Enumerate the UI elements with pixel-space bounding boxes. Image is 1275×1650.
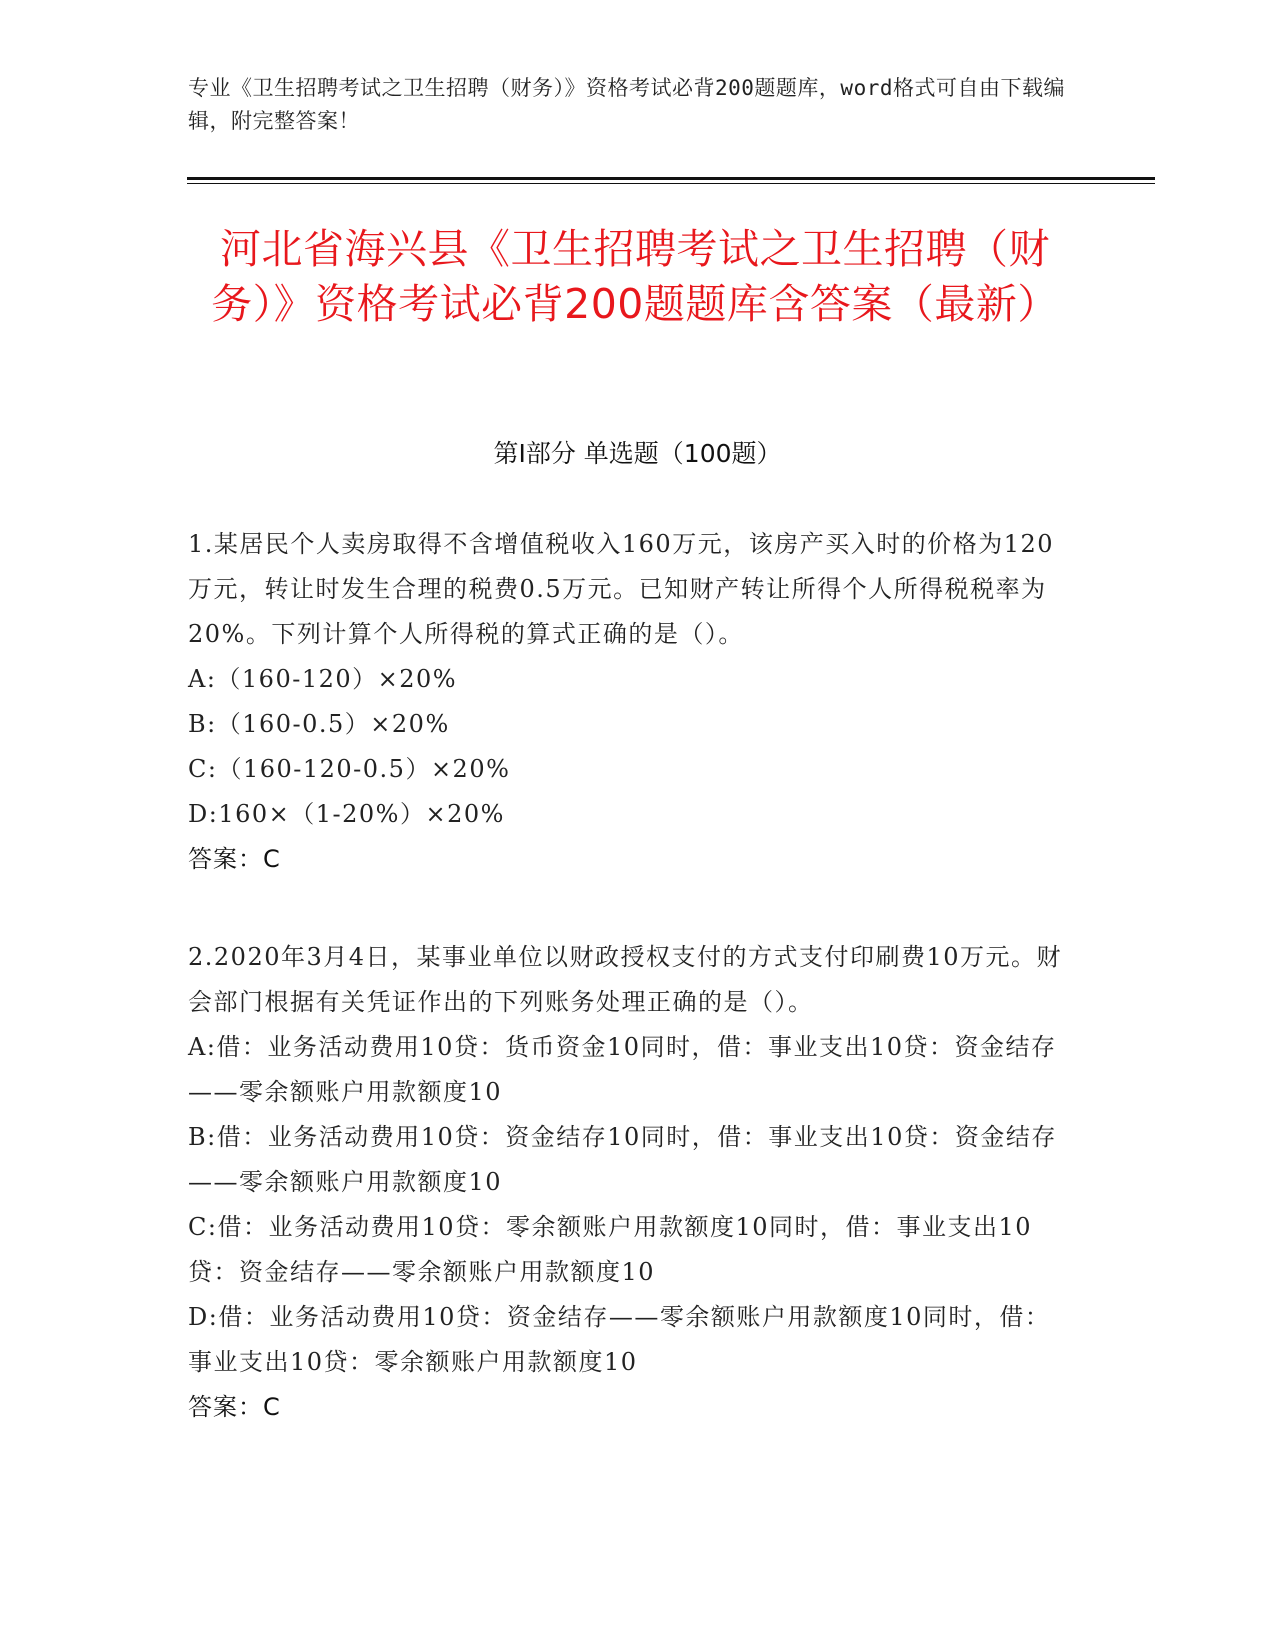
option-d: D:借：业务活动费用10贷：资金结存——零余额账户用款额度10同时，借：事业支出10贷：零余额账户用款额度10 <box>188 1303 1051 1376</box>
header-note: 专业《卫生招聘考试之卫生招聘（财务）》资格考试必背200题题库，word格式可自由下载编辑，附完整答案！ <box>188 76 1065 133</box>
option-a: A:借：业务活动费用10贷：货币资金10同时，借：事业支出10贷：资金结存——零余额账户用款额度10 <box>188 1033 1057 1106</box>
answer-line: 答案：C <box>188 1393 281 1421</box>
option-b: B:借：业务活动费用10贷：资金结存10同时，借：事业支出10贷：资金结存——零余额账户用款额度10 <box>188 1123 1057 1196</box>
question-block <box>188 935 1068 1430</box>
header-divider-thin <box>187 183 1155 184</box>
option-c: C:借：业务活动费用10贷：零余额账户用款额度10同时，借：事业支出10贷：资金结存——零余额账户用款额度10 <box>188 1213 1033 1286</box>
question-stem: 2.2020年3月4日，某事业单位以财政授权支付的方式支付印刷费10万元。财会部门根据有关凭证作出的下列账务处理正确的是（）。 <box>188 943 1063 1016</box>
question-stem: 1.某居民个人卖房取得不含增值税收入160万元，该房产买入时的价格为120万元，转让时发生合理的税费0.5万元。已知财产转让所得个人所得税税率为20%。下列计算个人所得税的算式正确的是（）。 <box>188 530 1055 648</box>
header-divider-thick <box>187 177 1155 180</box>
option-c: C:（160-120-0.5）×20% <box>188 755 511 783</box>
section-title: 第Ⅰ部分 单选题（100题） <box>493 439 782 468</box>
document-title: 河北省海兴县《卫生招聘考试之卫生招聘（财务）》资格考试必背200题题库含答案（最新） <box>211 225 1059 328</box>
option-b: B:（160-0.5）×20% <box>188 710 450 738</box>
question-block <box>188 522 1068 882</box>
answer-line: 答案：C <box>188 845 281 873</box>
option-a: A:（160-120）×20% <box>188 665 458 693</box>
option-d: D:160×（1-20%）×20% <box>188 800 505 828</box>
